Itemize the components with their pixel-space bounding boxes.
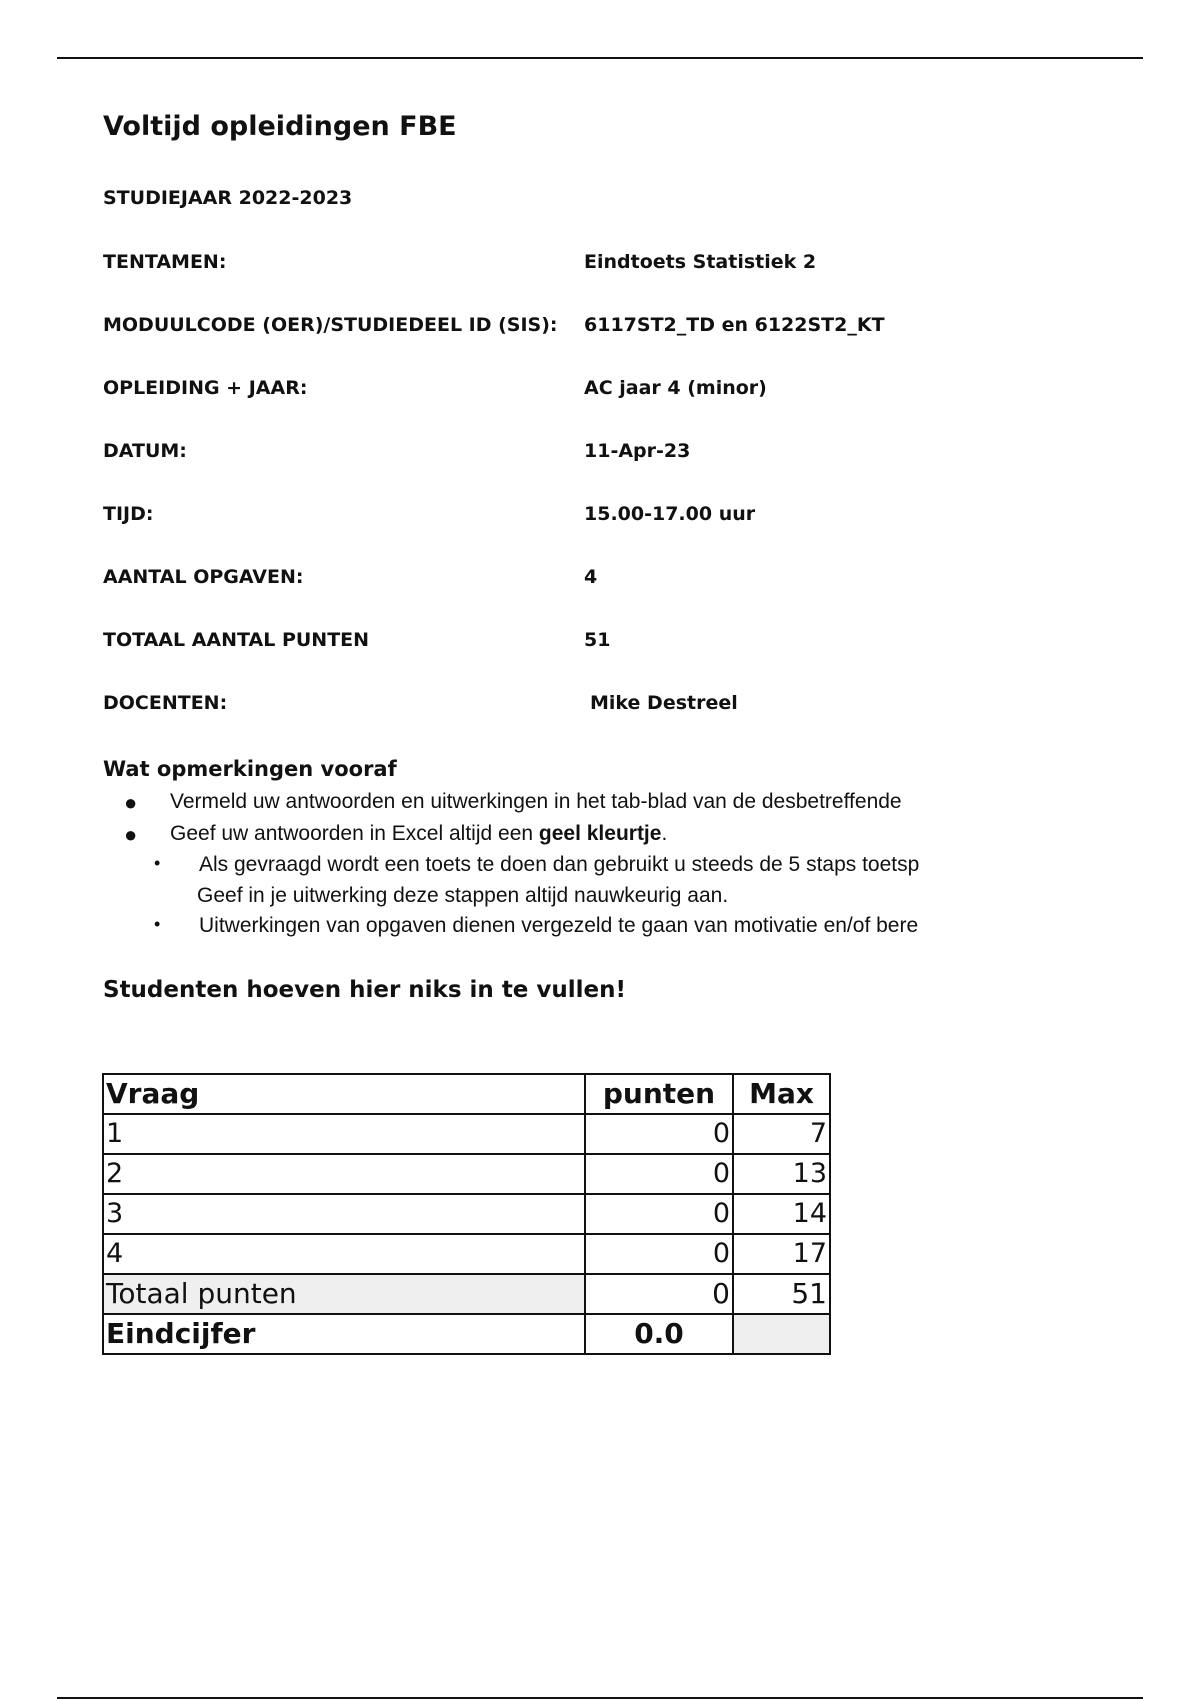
top-rule xyxy=(57,57,1143,59)
remarks-heading: Wat opmerkingen vooraf xyxy=(103,757,397,781)
field-value: 15.00-17.00 uur xyxy=(584,503,756,525)
field-value: AC jaar 4 (minor) xyxy=(584,377,767,399)
bullet-icon: ● xyxy=(124,790,138,815)
points-cell[interactable]: 0 xyxy=(585,1194,733,1234)
field-date xyxy=(103,440,1083,470)
points-cell[interactable]: 0 xyxy=(585,1234,733,1274)
field-exam xyxy=(103,251,1083,281)
field-label: OPLEIDING + JAAR: xyxy=(103,377,308,399)
list-item-text-bold: geel kleurtje xyxy=(538,822,662,845)
field-label: MODUULCODE (OER)/STUDIEDEEL ID (SIS): xyxy=(103,314,558,336)
field-label: TENTAMEN: xyxy=(103,251,227,273)
study-year: STUDIEJAAR 2022-2023 xyxy=(103,187,353,209)
bullet-icon: ● xyxy=(124,822,138,847)
table-row xyxy=(103,1114,830,1154)
total-points: 0 xyxy=(585,1274,733,1314)
score-table xyxy=(102,1073,831,1355)
remarks-list xyxy=(103,788,1021,948)
field-value: 6117ST2_TD en 6122ST2_KT xyxy=(584,314,885,336)
sub-bullet-icon: • xyxy=(154,853,161,873)
final-grade-empty xyxy=(733,1314,830,1354)
header-points: punten xyxy=(585,1074,733,1114)
question-cell: 4 xyxy=(103,1234,585,1274)
table-row xyxy=(103,1194,830,1234)
table-header-row xyxy=(103,1074,830,1114)
list-item-text: Als gevraagd wordt een toets te doen dan gebruikt u steeds de 5 staps toetsp xyxy=(199,853,920,876)
list-item-text-end: . xyxy=(661,822,668,845)
final-grade-label: Eindcijfer xyxy=(103,1314,585,1354)
field-value: 4 xyxy=(584,566,598,588)
field-total-points xyxy=(103,629,1083,659)
total-label: Totaal punten xyxy=(103,1274,585,1314)
field-question-count xyxy=(103,566,1083,596)
max-cell: 7 xyxy=(733,1114,830,1154)
field-label: DATUM: xyxy=(103,440,187,462)
field-label: TIJD: xyxy=(103,503,154,525)
field-time xyxy=(103,503,1083,533)
question-cell: 3 xyxy=(103,1194,585,1234)
field-value: Mike Destreel xyxy=(590,692,738,714)
total-max: 51 xyxy=(733,1274,830,1314)
total-row xyxy=(103,1274,830,1314)
max-cell: 13 xyxy=(733,1154,830,1194)
field-module-code xyxy=(103,314,1083,344)
table-row xyxy=(103,1154,830,1194)
field-teachers xyxy=(103,692,1083,722)
bottom-rule xyxy=(57,1697,1143,1699)
header-max: Max xyxy=(733,1074,830,1114)
list-item-text-normal: Geef uw antwoorden in Excel altijd een xyxy=(170,822,539,845)
field-program-year xyxy=(103,377,1083,407)
field-value: Eindtoets Statistiek 2 xyxy=(584,251,817,273)
field-label: AANTAL OPGAVEN: xyxy=(103,566,304,588)
max-cell: 17 xyxy=(733,1234,830,1274)
final-grade-value: 0.0 xyxy=(585,1314,733,1354)
list-item-text: Geef in je uitwerking deze stappen altijd nauwkeurig aan. xyxy=(197,884,729,907)
final-grade-row xyxy=(103,1314,830,1354)
field-value: 51 xyxy=(584,629,611,651)
header-question: Vraag xyxy=(103,1074,585,1114)
question-cell: 2 xyxy=(103,1154,585,1194)
list-item-text xyxy=(170,822,667,846)
points-cell[interactable]: 0 xyxy=(585,1154,733,1194)
document-title: Voltijd opleidingen FBE xyxy=(103,111,457,142)
field-value: 11-Apr-23 xyxy=(584,440,691,462)
max-cell: 14 xyxy=(733,1194,830,1234)
table-row xyxy=(103,1234,830,1274)
field-label: DOCENTEN: xyxy=(103,692,228,714)
list-item-text: Uitwerkingen van opgaven dienen vergezeld te gaan van motivatie en/of bere xyxy=(199,914,919,937)
points-cell[interactable]: 0 xyxy=(585,1114,733,1154)
question-cell: 1 xyxy=(103,1114,585,1154)
students-note: Studenten hoeven hier niks in te vullen! xyxy=(103,977,627,1003)
sub-bullet-icon: • xyxy=(154,914,161,934)
field-label: TOTAAL AANTAL PUNTEN xyxy=(103,629,370,651)
list-item-text: Vermeld uw antwoorden en uitwerkingen in het tab-blad van de desbetreffende xyxy=(170,790,902,813)
